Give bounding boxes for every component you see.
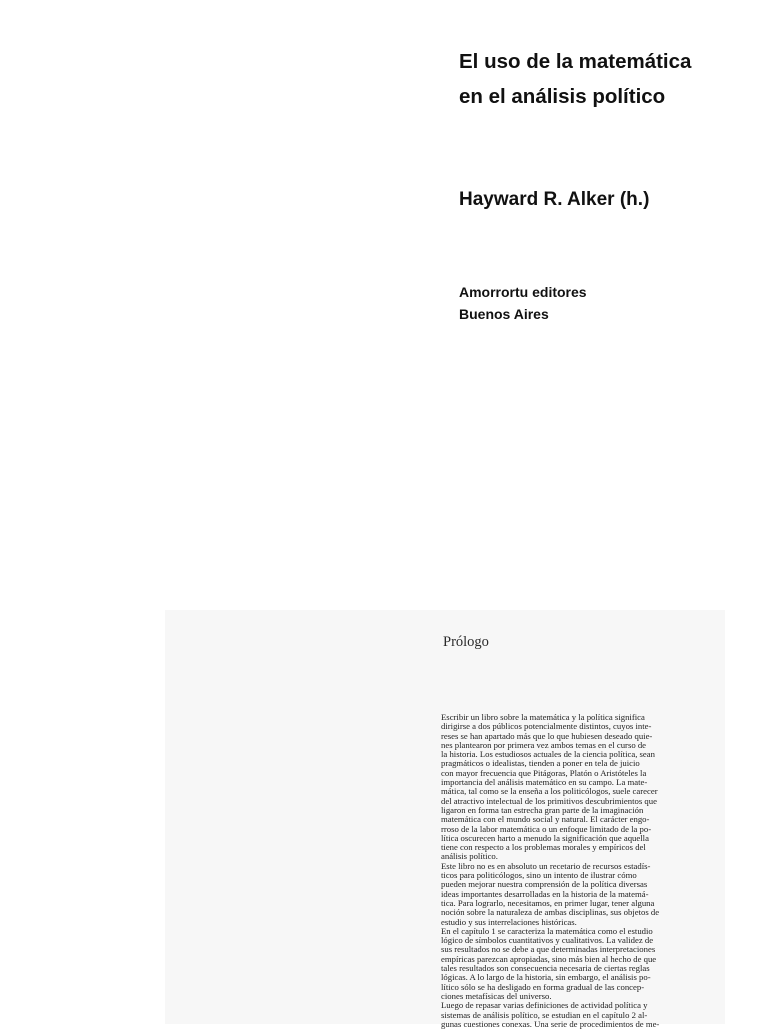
prologue-line: reses se han apartado más que lo que hubiesen deseado quie- (441, 731, 653, 741)
prologue-heading: Prólogo (443, 634, 489, 650)
prologue-line: Este libro no es en absoluto un recetario de recursos estadís- (441, 861, 651, 871)
prologue-line: ciones metafísicas del universo. (441, 991, 552, 1001)
prologue-line: pragmáticos o idealistas, tienden a poner en tela de juicio (441, 759, 640, 769)
book-title-line-2: en el análisis político (459, 85, 666, 108)
prologue-line: tales resultados son consecuencia necesaria de ciertas reglas (441, 964, 650, 974)
prologue-line: lítica oscurecen harto a menudo la significación que aquella (441, 833, 649, 843)
prologue-line: la historia. Los estudiosos actuales de la ciencia política, sean (441, 750, 655, 760)
prologue-line: rroso de la labor matemática o un enfoque limitado de la po- (441, 824, 652, 834)
prologue-line: sus resultados no se debe a que determinadas interpretaciones (441, 945, 656, 955)
book-author: Hayward R. Alker (h.) (459, 189, 650, 210)
prologue-line: con mayor frecuencia que Pitágoras, Platón o Aristóteles la (441, 768, 647, 778)
prologue-page (165, 610, 725, 1029)
prologue-line: pueden mejorar nuestra comprensión de la política diversas (441, 880, 648, 890)
prologue-line: gunas cuestiones conexas. Una serie de procedimientos de me- (441, 1019, 660, 1029)
prologue-line: empíricas parezcan apropiadas, sino más bien al hecho de que (441, 954, 657, 964)
prologue-line: matemática con el mundo social y natural. El carácter engo- (441, 815, 650, 825)
prologue-line: sistemas de análisis político, se estudian en el capítulo 2 al- (441, 1010, 648, 1020)
book-title (459, 44, 759, 114)
prologue-line: lítico sólo se ha desligado en forma gradual de las concep- (441, 982, 645, 992)
prologue-line: En el capítulo 1 se caracteriza la matemática como el estudio (441, 926, 653, 936)
prologue-line: estudio y sus interrelaciones históricas. (441, 917, 577, 927)
publisher-city: Buenos Aires (459, 306, 549, 322)
prologue-line: noción sobre la naturaleza de ambas disciplinas, sus objetos de (441, 908, 660, 918)
prologue-line: tica. Para lograrlo, necesitamos, en primer lugar, tener alguna (441, 898, 655, 908)
prologue-line: análisis político. (441, 852, 498, 862)
book-title-line-1: El uso de la matemática (459, 50, 692, 73)
prologue-line: tiene con respecto a los problemas morales y empíricos del (441, 843, 646, 853)
prologue-line: ticos para politicólogos, sino un intento de ilustrar cómo (441, 871, 637, 881)
publisher-block (459, 281, 587, 325)
prologue-line: Escribir un libro sobre la matemática y la política significa (441, 713, 645, 722)
prologue-line: mática, tal como se la enseña a los politicólogos, suele carecer (441, 787, 658, 797)
prologue-line: ligaron en forma tan estrecha gran parte de la imaginación (441, 805, 644, 815)
prologue-line: dirigirse a dos públicos potencialmente distintos, cuyos inte- (441, 722, 652, 732)
prologue-line: del atractivo intelectual de los primitivos descubrimientos que (441, 796, 657, 806)
prologue-line: Luego de repasar varias definiciones de actividad política y (441, 1001, 648, 1011)
prologue-line: lógico de símbolos cuantitativos y cualitativos. La validez de (441, 936, 654, 946)
prologue-line: nes plantearon por primera vez ambos temas en el curso de (441, 740, 647, 750)
prologue-line: ideas importantes desarrolladas en la historia de la matemá- (441, 889, 649, 899)
prologue-line: lógicas. A lo largo de la historia, sin embargo, el análisis po- (441, 973, 651, 983)
publisher-name: Amorrortu editores (459, 284, 587, 300)
prologue-text (441, 713, 679, 1029)
prologue-line: importancia del análisis matemático en su campo. La mate- (441, 778, 648, 788)
